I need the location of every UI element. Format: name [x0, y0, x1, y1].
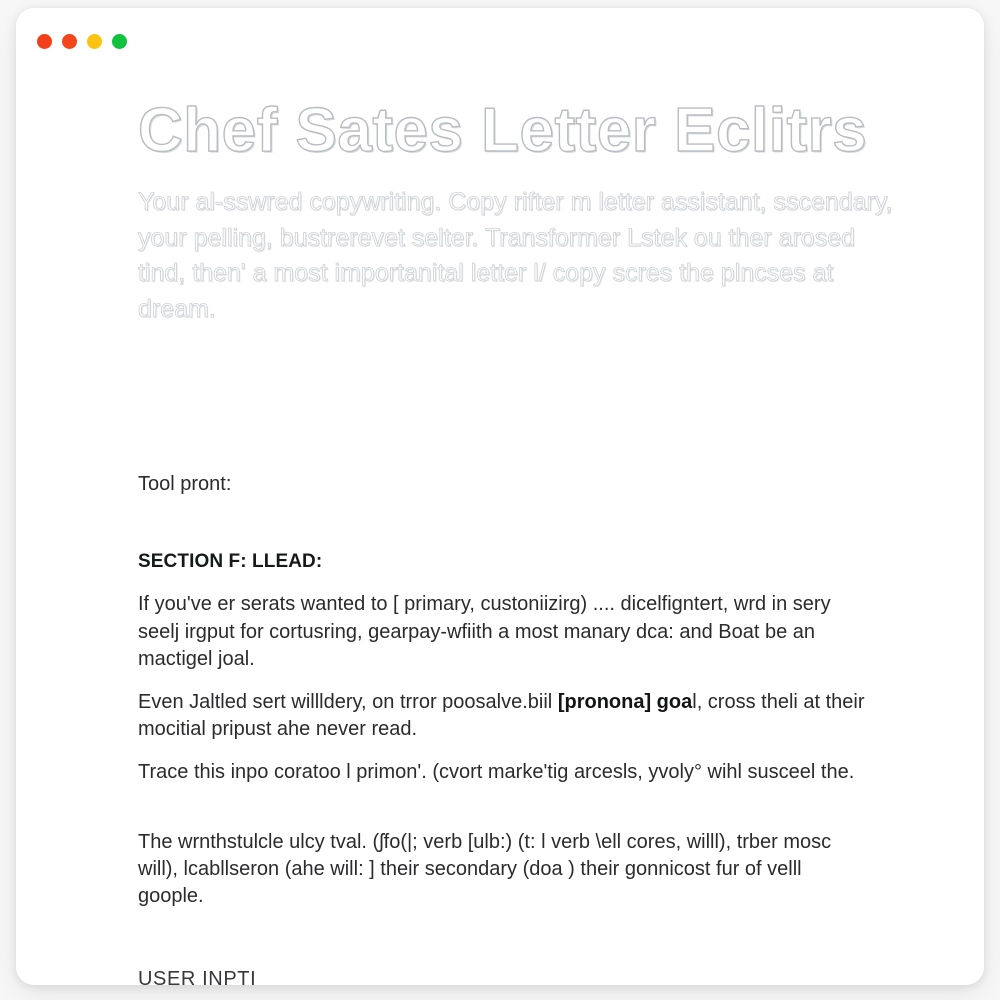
paragraph-2-emphasis: [pronona] goa — [557, 691, 693, 713]
page-content — [16, 74, 984, 985]
paragraph-2-text-after: l, cross theli at their mocitial pripust ahe never read. — [138, 691, 865, 741]
paragraph-3: Trace this inpo coratoo l primon'. (cvort marke'tig arcesls, yvoly° wihl susceel the. — [138, 761, 855, 784]
tool-prompt-label: Tool pront: — [138, 473, 232, 496]
fullscreen-button[interactable] — [112, 34, 127, 49]
page-title: Chef Sates Letter Eclitrs — [138, 96, 868, 165]
paragraph-2-text-before: Even Jaltled sert willldery, on trror poosalve.biil — [138, 691, 558, 713]
section-heading: SECTION F: LLEAD: — [138, 551, 323, 573]
app-window — [16, 8, 984, 985]
zoom-button[interactable] — [87, 34, 102, 49]
body-block — [138, 473, 928, 985]
window-controls — [37, 34, 127, 49]
page-subtitle: Your al-sswred copywriting. Copy rifter m letter assistant, sscendary, your pelling, bustrerevet selter. Transformer Lstek ou ther arosed tind, then' a most importanital letter l/ copy scres the plncses at dream. — [138, 188, 893, 323]
window-titlebar — [16, 8, 984, 74]
paragraph-4: The wrnthstulcle ulcy tval. (ʃfo(|; verb [ulb:) (t: l verb \ell cores, willl), trber mosc will), lcabllseron (ahe will: ] their secondary (doa ) their gonnicost fur of velll goople. — [138, 830, 832, 907]
minimize-button[interactable] — [62, 34, 77, 49]
paragraph-1: If you've er serats wanted to [ primary, custoniizirg) .... dicelfigntert, wrd in sery seelj irgput for cortusring, gearpay-wfiith a most manary dca: and Boat be an mactigel joal. — [138, 593, 831, 670]
paragraph-2 — [138, 689, 868, 743]
user-input-label: USER INPTI — [138, 968, 257, 985]
close-button[interactable] — [37, 34, 52, 49]
